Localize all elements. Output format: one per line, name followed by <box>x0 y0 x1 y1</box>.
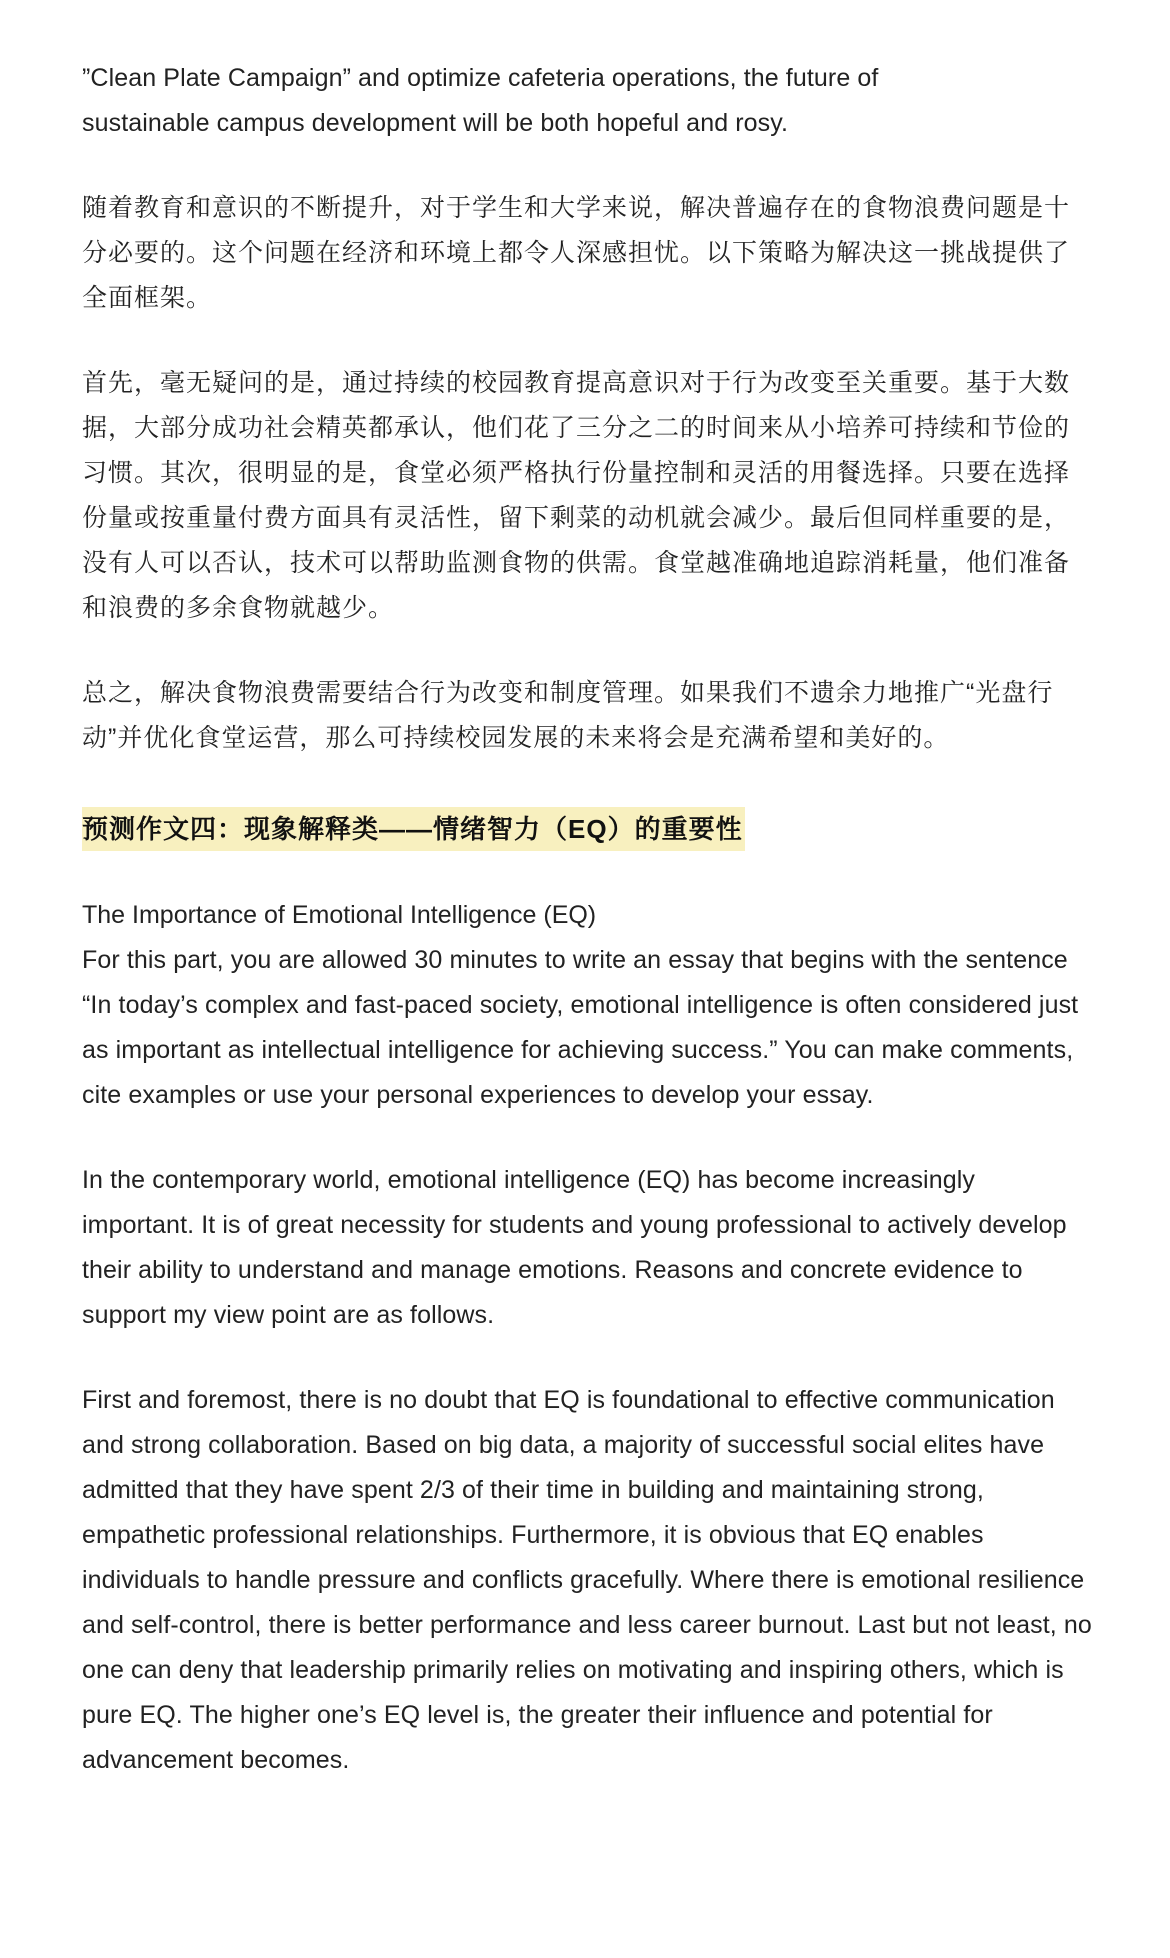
previous-essay-body-cn: 首先，毫无疑问的是，通过持续的校园教育提高意识对于行为改变至关重要。基于大数据，大部分成功社会精英都承认，他们花了三分之二的时间来从小培养可持续和节俭的习惯。其次，很明显的是，食堂必须严格执行份量控制和灵活的用餐选择。只要在选择份量或按重量付费方面具有灵活性，留下剩菜的动机就会减少。最后但同样重要的是，没有人可以否认，技术可以帮助监测食物的供需。食堂越准确地追踪消耗量，他们准备和浪费的多余食物就越少。 <box>82 369 1071 622</box>
previous-essay-conclusion-cn: 总之，解决食物浪费需要结合行为改变和制度管理。如果我们不遗余力地推广“光盘行动”并优化食堂运营，那么可持续校园发展的未来将会是充满希望和美好的。 <box>82 679 1054 752</box>
paragraph-gap <box>82 1338 1092 1378</box>
paragraph-gap <box>82 1118 1092 1158</box>
essay-prompt: For this part, you are allowed 30 minutes to write an essay that begins with the sentence “In today’s complex and fast-paced society, emotional intelligence is often considered just as important as intellectual intelligence for achieving success.” You can make comments, cite examples or use your personal experiences to develop your essay. <box>82 946 1079 1109</box>
section-heading: 预测作文四：现象解释类——情绪智力（EQ）的重要性 <box>82 807 745 851</box>
document-page <box>82 56 1092 1783</box>
paragraph-gap <box>82 631 1092 671</box>
essay-intro: In the contemporary world, emotional intelligence (EQ) has become increasingly important. It is of great necessity for students and young professional to actively develop their ability to understand and manage emotions. Reasons and concrete evidence to support my view point are as follows. <box>82 1166 1067 1329</box>
essay-body: First and foremost, there is no doubt that EQ is foundational to effective communication and strong collaboration. Based on big data, a majority of successful social elites have admitted that they have spent 2/3 of their time in building and maintaining strong, empathetic professional relationships. Furthermore, it is obvious that EQ enables individuals to handle pressure and conflicts gracefully. Where there is emotional resilience and self-control, there is better performance and less career burnout. Last but not least, no one can deny that leadership primarily relies on motivating and inspiring others, which is pure EQ. The higher one’s EQ level is, the greater their influence and potential for advancement becomes. <box>82 1386 1092 1774</box>
section-gap <box>82 851 1092 893</box>
paragraph-gap <box>82 321 1092 361</box>
previous-essay-intro-cn: 随着教育和意识的不断提升，对于学生和大学来说，解决普遍存在的食物浪费问题是十分必要的。这个问题在经济和环境上都令人深感担忧。以下策略为解决这一挑战提供了全面框架。 <box>82 194 1071 312</box>
essay-title: The Importance of Emotional Intelligence (EQ) <box>82 901 597 929</box>
section-heading-container <box>82 807 1092 851</box>
paragraph-gap <box>82 146 1092 186</box>
previous-essay-conclusion-en: ”Clean Plate Campaign” and optimize cafeteria operations, the future of sustainable campus development will be both hopeful and rosy. <box>82 64 879 137</box>
section-gap <box>82 761 1092 803</box>
